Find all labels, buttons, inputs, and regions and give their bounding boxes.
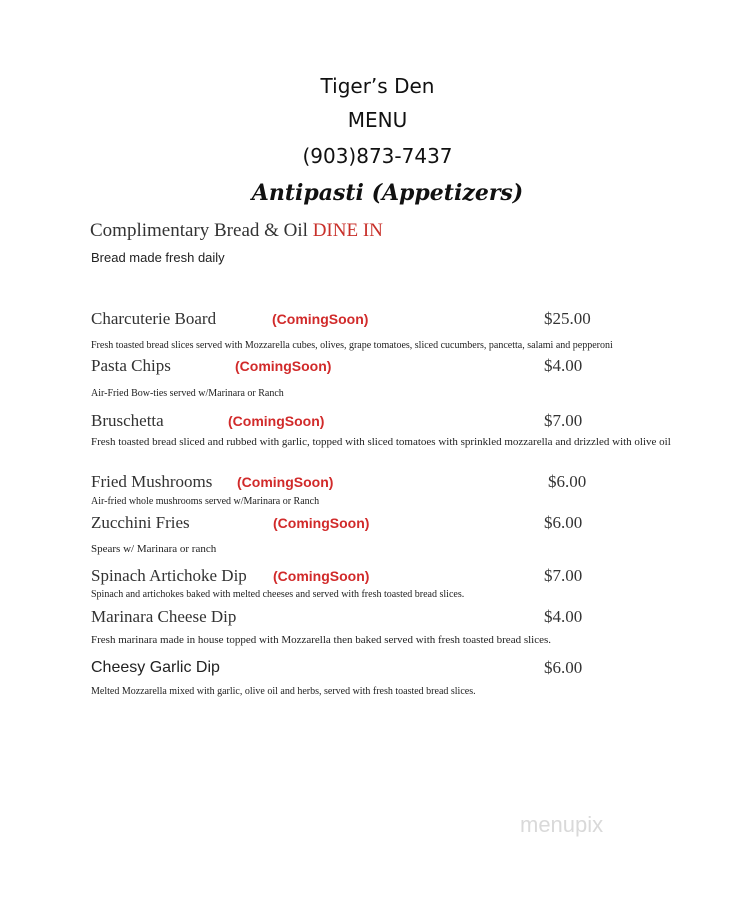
menu-item-name: Fried Mushrooms <box>91 472 213 491</box>
restaurant-name: Tiger’s Den <box>320 74 435 98</box>
menu-item-description: Spinach and artichokes baked with melted cheeses and served with fresh toasted bread slices. <box>91 589 465 600</box>
coming-soon-tag: (ComingSoon) <box>272 311 369 327</box>
menu-item-name: Charcuterie Board <box>91 309 217 328</box>
dine-in-label: DINE IN <box>312 220 383 241</box>
menu-item-description: Fresh toasted bread slices served with Mozzarella cubes, olives, grape tomatoes, sliced cucumbers, pancetta, salami and pepperoni <box>91 340 613 351</box>
menu-item-price: $25.00 <box>544 309 591 328</box>
menu-item-name: Zucchini Fries <box>91 513 190 532</box>
intro-title-text: Complimentary Bread & Oil <box>90 220 308 241</box>
menu-item-name: Bruschetta <box>91 411 164 430</box>
watermark-logo: menupix <box>520 812 604 837</box>
coming-soon-tag: (ComingSoon) <box>228 413 325 429</box>
menu-item-description: Fresh marinara made in house topped with Mozzarella then baked served with fresh toasted bread slices. <box>91 634 552 646</box>
menu-item-name: Spinach Artichoke Dip <box>91 566 247 585</box>
menu-item-name: Pasta Chips <box>91 356 171 375</box>
menu-item-price: $7.00 <box>544 566 583 585</box>
menu-item-price: $6.00 <box>544 658 583 677</box>
menu-heading: MENU <box>347 108 408 132</box>
menu-item-description: Air-fried whole mushrooms served w/Marinara or Ranch <box>91 496 320 507</box>
menu-item-description: Air-Fried Bow-ties served w/Marinara or Ranch <box>91 388 284 399</box>
coming-soon-tag: (ComingSoon) <box>235 358 332 374</box>
menu-item-price: $4.00 <box>544 356 583 375</box>
coming-soon-tag: (ComingSoon) <box>273 515 370 531</box>
menu-item-price: $7.00 <box>544 411 583 430</box>
menu-item-description: Spears w/ Marinara or ranch <box>91 543 217 555</box>
menu-item-price: $4.00 <box>544 607 583 626</box>
section-title: Antipasti (Appetizers) <box>251 180 524 206</box>
coming-soon-tag: (ComingSoon) <box>237 474 334 490</box>
menu-item-name: Marinara Cheese Dip <box>91 607 237 626</box>
menu-item-price: $6.00 <box>544 513 583 532</box>
coming-soon-tag: (ComingSoon) <box>273 568 370 584</box>
menu-item-description: Fresh toasted bread sliced and rubbed with garlic, topped with sliced tomatoes with sprinkled mozzarella and drizzled with olive oil <box>91 436 671 448</box>
menu-item-description: Melted Mozzarella mixed with garlic, olive oil and herbs, served with fresh toasted bread slices. <box>91 686 476 697</box>
menu-item-name: Cheesy Garlic Dip <box>91 659 220 676</box>
intro-note: Bread made fresh daily <box>91 250 225 265</box>
menu-item-price: $6.00 <box>548 472 587 491</box>
phone-number: (903)873-7437 <box>302 144 453 168</box>
intro-title <box>90 220 383 242</box>
